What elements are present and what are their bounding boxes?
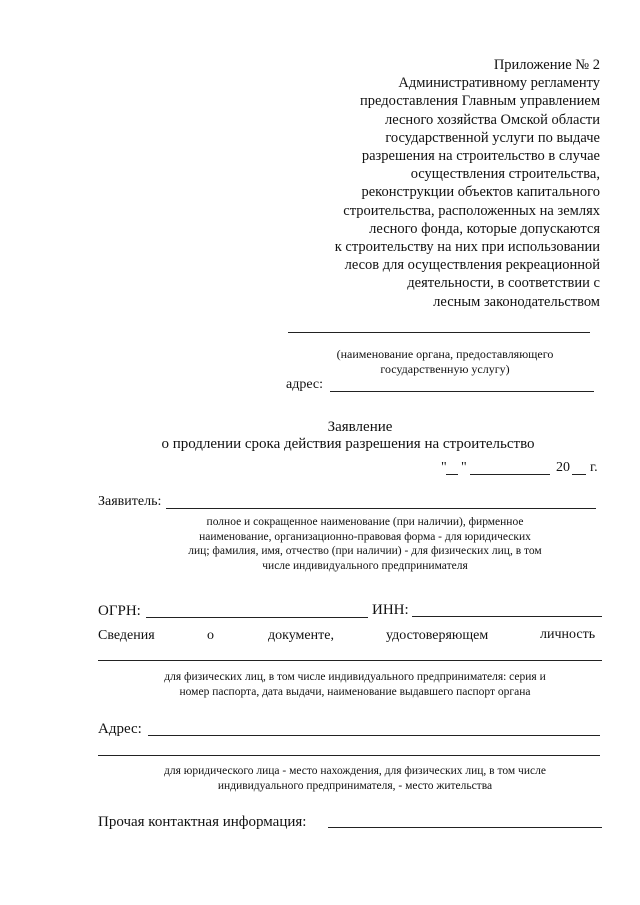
applicant-caption-line: наименование, организационно-правовая форма - для юридических (199, 530, 531, 543)
applicant-label: Заявитель: (98, 494, 162, 509)
address-caption-line: для юридического лица - место нахождения, для физических лиц, в том числе (164, 765, 546, 777)
appendix-line: лесным законодательством (433, 293, 600, 310)
appendix-line: разрешения на строительство в случае (361, 148, 600, 165)
authority-address-field[interactable] (330, 391, 594, 392)
date-month-field[interactable] (470, 474, 550, 475)
inn-label: ИНН: (372, 602, 409, 618)
date-year-suffix: г. (590, 460, 598, 475)
applicant-caption-line: лиц; фамилия, имя, отчество (при наличии) - для физических лиц, в том (188, 545, 542, 557)
ogrn-field[interactable] (146, 617, 368, 618)
identity-word: документе, (268, 628, 334, 643)
authority-caption-line: государственную услугу) (380, 361, 510, 376)
appendix-line: лесов для осуществления рекреационной (344, 257, 600, 274)
contact-field[interactable] (328, 827, 602, 828)
identity-word: Сведения (98, 628, 155, 643)
appendix-line: к строительству на них при использовании (334, 239, 600, 256)
document-title: Заявление (327, 419, 393, 435)
document-subtitle: о продлении срока действия разрешения на строительство (161, 436, 535, 452)
address-caption-line: индивидуального предпринимателя, - место жительства (217, 779, 493, 792)
appendix-line: лесного хозяйства Омской области (384, 111, 600, 128)
date-day-field[interactable] (446, 474, 458, 475)
date-year-field[interactable] (572, 474, 586, 475)
appendix-line: предоставления Главным управлением (359, 93, 600, 110)
authority-caption (300, 347, 590, 376)
date-year-prefix: 20 (556, 460, 570, 475)
applicant-field[interactable] (166, 508, 596, 509)
date-quote-close: " (461, 460, 467, 475)
authority-address-label: адрес: (286, 377, 324, 392)
appendix-line: строительства, расположенных на землях (343, 202, 600, 219)
appendix-line: реконструкции объектов капитального (361, 184, 600, 201)
authority-caption-line: (наименование органа, предоставляющего (336, 347, 554, 361)
address-field-line2[interactable] (98, 755, 600, 756)
applicant-caption-line: полное и сокращенное наименование (при наличии), фирменное (206, 516, 524, 528)
identity-word: о (207, 628, 214, 643)
applicant-caption-line: числе индивидуального предпринимателя (262, 559, 468, 572)
contact-label: Прочая контактная информация: (98, 814, 307, 830)
authority-name-field[interactable] (288, 332, 590, 333)
address-caption (120, 764, 590, 793)
identity-word: личность (540, 627, 596, 642)
appendix-line: лесного фонда, которые допускаются (369, 220, 600, 237)
appendix-line: деятельности, в соответствии с (407, 275, 600, 292)
identity-field[interactable] (98, 660, 602, 661)
date-quote-open: " (441, 460, 447, 475)
address-label: Адрес: (98, 721, 142, 737)
identity-caption (120, 670, 590, 699)
appendix-line: Административному регламенту (398, 75, 600, 92)
identity-word: удостоверяющем (386, 628, 489, 643)
applicant-caption (150, 515, 580, 573)
ogrn-label: ОГРН: (98, 603, 141, 619)
address-field-line1[interactable] (148, 735, 600, 736)
appendix-header (335, 56, 600, 311)
inn-field[interactable] (412, 616, 602, 617)
appendix-line: государственной услуги по выдаче (385, 129, 600, 146)
appendix-line: осуществления строительства, (410, 166, 600, 183)
identity-caption-line: для физических лиц, в том числе индивидуального предпринимателя: серия и (164, 671, 546, 683)
appendix-line: Приложение № 2 (493, 57, 600, 73)
identity-caption-line: номер паспорта, дата выдачи, наименование выдавшего паспорт органа (179, 685, 531, 698)
